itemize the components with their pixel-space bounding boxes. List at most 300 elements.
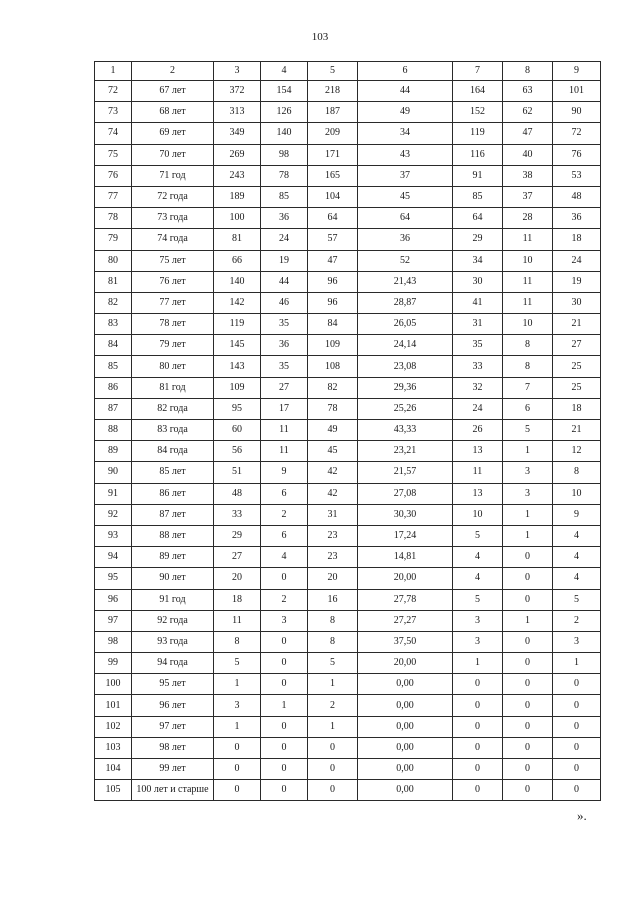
age-cell: 78 лет [132,314,214,335]
value-cell: 36 [261,208,308,229]
value-cell: 26,05 [358,314,453,335]
row-number-cell: 76 [95,165,132,186]
table-row [95,504,601,525]
value-cell: 0,00 [358,716,453,737]
value-cell: 0 [214,737,261,758]
value-cell: 48 [553,186,601,207]
value-cell: 0 [503,547,553,568]
value-cell: 11 [503,292,553,313]
value-cell: 0 [453,737,503,758]
value-cell: 104 [308,186,358,207]
value-cell: 41 [453,292,503,313]
data-table [94,61,601,801]
value-cell: 45 [358,186,453,207]
value-cell: 82 [308,377,358,398]
value-cell: 100 [214,208,261,229]
value-cell: 152 [453,102,503,123]
column-number-cell: 5 [308,62,358,81]
value-cell: 0 [553,695,601,716]
table-row [95,144,601,165]
age-cell: 86 лет [132,483,214,504]
table-header-row [95,62,601,81]
value-cell: 36 [358,229,453,250]
age-cell: 99 лет [132,759,214,780]
row-number-cell: 103 [95,737,132,758]
table-row [95,314,601,335]
value-cell: 126 [261,102,308,123]
value-cell: 48 [214,483,261,504]
age-cell: 80 лет [132,356,214,377]
value-cell: 142 [214,292,261,313]
row-number-cell: 79 [95,229,132,250]
age-cell: 69 лет [132,123,214,144]
value-cell: 38 [503,165,553,186]
value-cell: 0 [553,737,601,758]
age-cell: 89 лет [132,547,214,568]
value-cell: 8 [503,356,553,377]
value-cell: 0 [214,780,261,801]
value-cell: 18 [553,229,601,250]
age-cell: 79 лет [132,335,214,356]
value-cell: 49 [358,102,453,123]
value-cell: 78 [261,165,308,186]
value-cell: 8 [553,462,601,483]
value-cell: 51 [214,462,261,483]
column-number-cell: 6 [358,62,453,81]
value-cell: 187 [308,102,358,123]
column-number-cell: 7 [453,62,503,81]
closing-mark: ». [577,808,587,823]
value-cell: 5 [214,653,261,674]
value-cell: 37 [358,165,453,186]
age-cell: 85 лет [132,462,214,483]
value-cell: 3 [261,610,308,631]
value-cell: 143 [214,356,261,377]
value-cell: 0 [453,759,503,780]
table-row [95,123,601,144]
value-cell: 64 [358,208,453,229]
table-row [95,398,601,419]
value-cell: 31 [308,504,358,525]
value-cell: 47 [503,123,553,144]
row-number-cell: 94 [95,547,132,568]
value-cell: 0,00 [358,759,453,780]
table-row [95,292,601,313]
row-number-cell: 87 [95,398,132,419]
value-cell: 165 [308,165,358,186]
value-cell: 0 [553,759,601,780]
value-cell: 21 [553,420,601,441]
value-cell: 44 [261,271,308,292]
value-cell: 0 [503,780,553,801]
row-number-cell: 90 [95,462,132,483]
value-cell: 171 [308,144,358,165]
value-cell: 45 [308,441,358,462]
value-cell: 9 [553,504,601,525]
value-cell: 119 [214,314,261,335]
row-number-cell: 97 [95,610,132,631]
row-number-cell: 92 [95,504,132,525]
value-cell: 43,33 [358,420,453,441]
value-cell: 19 [553,271,601,292]
value-cell: 23,21 [358,441,453,462]
age-cell: 92 года [132,610,214,631]
value-cell: 7 [503,377,553,398]
value-cell: 20 [308,568,358,589]
value-cell: 5 [308,653,358,674]
value-cell: 109 [308,335,358,356]
table-row [95,186,601,207]
value-cell: 90 [553,102,601,123]
value-cell: 35 [261,356,308,377]
value-cell: 0 [503,653,553,674]
value-cell: 0 [308,737,358,758]
value-cell: 37 [503,186,553,207]
table-row [95,229,601,250]
value-cell: 19 [261,250,308,271]
value-cell: 35 [453,335,503,356]
value-cell: 52 [358,250,453,271]
value-cell: 1 [308,716,358,737]
value-cell: 25,26 [358,398,453,419]
value-cell: 13 [453,483,503,504]
row-number-cell: 85 [95,356,132,377]
value-cell: 5 [453,589,503,610]
value-cell: 33 [214,504,261,525]
age-cell: 98 лет [132,737,214,758]
value-cell: 4 [553,525,601,546]
value-cell: 1 [503,441,553,462]
value-cell: 34 [453,250,503,271]
value-cell: 1 [453,653,503,674]
value-cell: 313 [214,102,261,123]
age-cell: 97 лет [132,716,214,737]
value-cell: 0 [503,631,553,652]
column-number-cell: 3 [214,62,261,81]
age-cell: 73 года [132,208,214,229]
value-cell: 53 [553,165,601,186]
age-cell: 84 года [132,441,214,462]
value-cell: 0 [261,568,308,589]
value-cell: 0 [261,716,308,737]
page-number: 103 [311,31,329,43]
value-cell: 11 [261,420,308,441]
table-row [95,525,601,546]
row-number-cell: 100 [95,674,132,695]
value-cell: 14,81 [358,547,453,568]
value-cell: 20,00 [358,568,453,589]
value-cell: 47 [308,250,358,271]
value-cell: 372 [214,81,261,102]
value-cell: 101 [553,81,601,102]
age-cell: 83 года [132,420,214,441]
value-cell: 0,00 [358,674,453,695]
value-cell: 43 [358,144,453,165]
age-cell: 67 лет [132,81,214,102]
value-cell: 1 [503,504,553,525]
value-cell: 76 [553,144,601,165]
value-cell: 0 [308,780,358,801]
value-cell: 2 [261,589,308,610]
value-cell: 34 [358,123,453,144]
value-cell: 36 [553,208,601,229]
value-cell: 46 [261,292,308,313]
value-cell: 21,43 [358,271,453,292]
value-cell: 84 [308,314,358,335]
value-cell: 0 [553,674,601,695]
value-cell: 17,24 [358,525,453,546]
value-cell: 164 [453,81,503,102]
value-cell: 27 [214,547,261,568]
value-cell: 0 [261,780,308,801]
value-cell: 66 [214,250,261,271]
age-cell: 90 лет [132,568,214,589]
age-cell: 82 года [132,398,214,419]
value-cell: 27,08 [358,483,453,504]
value-cell: 0 [261,759,308,780]
value-cell: 26 [453,420,503,441]
value-cell: 0 [261,653,308,674]
table-row [95,674,601,695]
value-cell: 18 [214,589,261,610]
table-row [95,420,601,441]
value-cell: 35 [261,314,308,335]
value-cell: 4 [453,568,503,589]
row-number-cell: 101 [95,695,132,716]
value-cell: 62 [503,102,553,123]
value-cell: 2 [308,695,358,716]
age-cell: 87 лет [132,504,214,525]
age-cell: 74 года [132,229,214,250]
value-cell: 218 [308,81,358,102]
table-row [95,208,601,229]
value-cell: 63 [503,81,553,102]
table-row [95,165,601,186]
value-cell: 25 [553,356,601,377]
value-cell: 140 [214,271,261,292]
value-cell: 209 [308,123,358,144]
value-cell: 8 [503,335,553,356]
table-row [95,631,601,652]
value-cell: 119 [453,123,503,144]
age-cell: 77 лет [132,292,214,313]
value-cell: 32 [453,377,503,398]
row-number-cell: 72 [95,81,132,102]
value-cell: 13 [453,441,503,462]
value-cell: 64 [308,208,358,229]
value-cell: 31 [453,314,503,335]
value-cell: 17 [261,398,308,419]
value-cell: 42 [308,483,358,504]
value-cell: 2 [261,504,308,525]
value-cell: 3 [453,610,503,631]
value-cell: 44 [358,81,453,102]
row-number-cell: 95 [95,568,132,589]
row-number-cell: 81 [95,271,132,292]
table-row [95,102,601,123]
value-cell: 28,87 [358,292,453,313]
value-cell: 72 [553,123,601,144]
value-cell: 24,14 [358,335,453,356]
value-cell: 0,00 [358,780,453,801]
value-cell: 0 [214,759,261,780]
value-cell: 37,50 [358,631,453,652]
value-cell: 0 [453,780,503,801]
row-number-cell: 89 [95,441,132,462]
value-cell: 96 [308,271,358,292]
value-cell: 23 [308,547,358,568]
value-cell: 85 [453,186,503,207]
row-number-cell: 88 [95,420,132,441]
value-cell: 11 [503,229,553,250]
value-cell: 1 [214,674,261,695]
value-cell: 0 [503,568,553,589]
value-cell: 0 [503,716,553,737]
column-number-cell: 4 [261,62,308,81]
value-cell: 27 [261,377,308,398]
value-cell: 85 [261,186,308,207]
value-cell: 29 [214,525,261,546]
age-cell: 88 лет [132,525,214,546]
table-row [95,462,601,483]
value-cell: 108 [308,356,358,377]
value-cell: 16 [308,589,358,610]
value-cell: 18 [553,398,601,419]
column-number-cell: 1 [95,62,132,81]
row-number-cell: 82 [95,292,132,313]
table-row [95,250,601,271]
value-cell: 29,36 [358,377,453,398]
row-number-cell: 77 [95,186,132,207]
table-row [95,780,601,801]
age-cell: 94 года [132,653,214,674]
age-cell: 95 лет [132,674,214,695]
age-cell: 72 года [132,186,214,207]
value-cell: 1 [308,674,358,695]
row-number-cell: 83 [95,314,132,335]
row-number-cell: 75 [95,144,132,165]
value-cell: 349 [214,123,261,144]
value-cell: 6 [261,525,308,546]
age-cell: 93 года [132,631,214,652]
row-number-cell: 104 [95,759,132,780]
value-cell: 30,30 [358,504,453,525]
value-cell: 29 [453,229,503,250]
table-row [95,271,601,292]
value-cell: 0 [503,674,553,695]
value-cell: 0 [553,780,601,801]
table-row [95,81,601,102]
value-cell: 96 [308,292,358,313]
table-row [95,589,601,610]
value-cell: 20 [214,568,261,589]
row-number-cell: 86 [95,377,132,398]
value-cell: 36 [261,335,308,356]
value-cell: 0 [453,716,503,737]
value-cell: 3 [503,483,553,504]
value-cell: 8 [308,610,358,631]
value-cell: 6 [261,483,308,504]
value-cell: 145 [214,335,261,356]
column-number-cell: 9 [553,62,601,81]
age-cell: 96 лет [132,695,214,716]
value-cell: 0,00 [358,737,453,758]
value-cell: 40 [503,144,553,165]
value-cell: 25 [553,377,601,398]
value-cell: 0 [453,674,503,695]
value-cell: 49 [308,420,358,441]
age-cell: 91 год [132,589,214,610]
value-cell: 3 [214,695,261,716]
row-number-cell: 102 [95,716,132,737]
value-cell: 0 [261,737,308,758]
value-cell: 6 [503,398,553,419]
value-cell: 23,08 [358,356,453,377]
value-cell: 243 [214,165,261,186]
value-cell: 5 [503,420,553,441]
value-cell: 5 [553,589,601,610]
value-cell: 109 [214,377,261,398]
value-cell: 57 [308,229,358,250]
value-cell: 10 [553,483,601,504]
value-cell: 11 [261,441,308,462]
value-cell: 4 [553,568,601,589]
value-cell: 28 [503,208,553,229]
value-cell: 1 [214,716,261,737]
row-number-cell: 96 [95,589,132,610]
value-cell: 24 [261,229,308,250]
value-cell: 4 [261,547,308,568]
value-cell: 20,00 [358,653,453,674]
value-cell: 0 [261,631,308,652]
row-number-cell: 98 [95,631,132,652]
value-cell: 5 [453,525,503,546]
value-cell: 10 [503,250,553,271]
value-cell: 81 [214,229,261,250]
age-cell: 71 год [132,165,214,186]
column-number-cell: 2 [132,62,214,81]
value-cell: 1 [553,653,601,674]
age-cell: 70 лет [132,144,214,165]
row-number-cell: 93 [95,525,132,546]
table-row [95,441,601,462]
value-cell: 9 [261,462,308,483]
value-cell: 116 [453,144,503,165]
value-cell: 30 [553,292,601,313]
table-body [95,62,601,801]
table-row [95,568,601,589]
value-cell: 12 [553,441,601,462]
value-cell: 154 [261,81,308,102]
age-cell: 81 год [132,377,214,398]
table-row [95,695,601,716]
value-cell: 11 [503,271,553,292]
row-number-cell: 73 [95,102,132,123]
value-cell: 60 [214,420,261,441]
value-cell: 3 [503,462,553,483]
age-cell: 76 лет [132,271,214,292]
table-row [95,547,601,568]
row-number-cell: 105 [95,780,132,801]
row-number-cell: 84 [95,335,132,356]
table-row [95,759,601,780]
value-cell: 8 [308,631,358,652]
value-cell: 2 [553,610,601,631]
table-row [95,335,601,356]
value-cell: 0 [503,737,553,758]
value-cell: 3 [453,631,503,652]
value-cell: 8 [214,631,261,652]
